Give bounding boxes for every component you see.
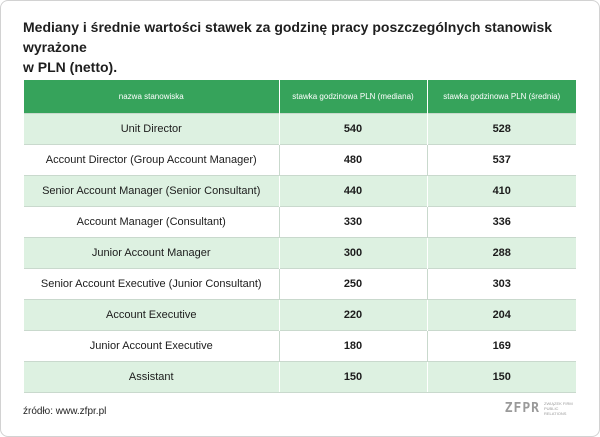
title-line-1: Mediany i średnie wartości stawek za godzinę pracy poszczególnych stanowisk wyrażone (23, 19, 553, 55)
position-cell: Junior Account Executive (24, 331, 279, 362)
title-line-2: w PLN (netto). (23, 59, 118, 75)
logo-caption-line-3: RELATIONS (544, 411, 567, 416)
table-row (24, 114, 576, 145)
position-cell: Account Executive (24, 300, 279, 331)
median-cell: 480 (279, 145, 427, 176)
median-cell: 180 (279, 331, 427, 362)
zfpr-logo (505, 401, 578, 416)
logo-caption-line-1: ZWIĄZEK FIRM (544, 401, 573, 406)
position-cell: Assistant (24, 362, 279, 393)
median-cell: 540 (279, 114, 427, 145)
median-cell: 250 (279, 269, 427, 300)
logo-mark: ZFPR (504, 401, 540, 416)
median-cell: 300 (279, 238, 427, 269)
median-cell: 150 (279, 362, 427, 393)
table-row (24, 362, 576, 393)
position-cell: Account Director (Group Account Manager) (24, 145, 279, 176)
table-row (24, 207, 576, 238)
rates-table (24, 80, 576, 393)
position-cell: Unit Director (24, 114, 279, 145)
column-header-mean: stawka godzinowa PLN (średnia) (427, 80, 576, 114)
mean-cell: 150 (427, 362, 576, 393)
median-cell: 440 (279, 176, 427, 207)
mean-cell: 528 (427, 114, 576, 145)
position-cell: Senior Account Executive (Junior Consultant) (24, 269, 279, 300)
mean-cell: 410 (427, 176, 576, 207)
position-cell: Senior Account Manager (Senior Consultant) (24, 176, 279, 207)
table-row (24, 331, 576, 362)
logo-caption (544, 401, 578, 416)
mean-cell: 336 (427, 207, 576, 238)
table-row (24, 300, 576, 331)
position-cell: Junior Account Manager (24, 238, 279, 269)
table-header-row (24, 80, 576, 114)
column-header-position: nazwa stanowiska (24, 80, 279, 114)
mean-cell: 169 (427, 331, 576, 362)
mean-cell: 303 (427, 269, 576, 300)
table-row (24, 176, 576, 207)
median-cell: 220 (279, 300, 427, 331)
source-note: źródło: www.zfpr.pl (23, 406, 107, 417)
page-title (23, 17, 563, 77)
table-row (24, 238, 576, 269)
mean-cell: 204 (427, 300, 576, 331)
mean-cell: 288 (427, 238, 576, 269)
table-row (24, 145, 576, 176)
logo-caption-line-2: PUBLIC (544, 406, 559, 411)
mean-cell: 537 (427, 145, 576, 176)
column-header-median: stawka godzinowa PLN (mediana) (279, 80, 427, 114)
position-cell: Account Manager (Consultant) (24, 207, 279, 238)
median-cell: 330 (279, 207, 427, 238)
table-row (24, 269, 576, 300)
